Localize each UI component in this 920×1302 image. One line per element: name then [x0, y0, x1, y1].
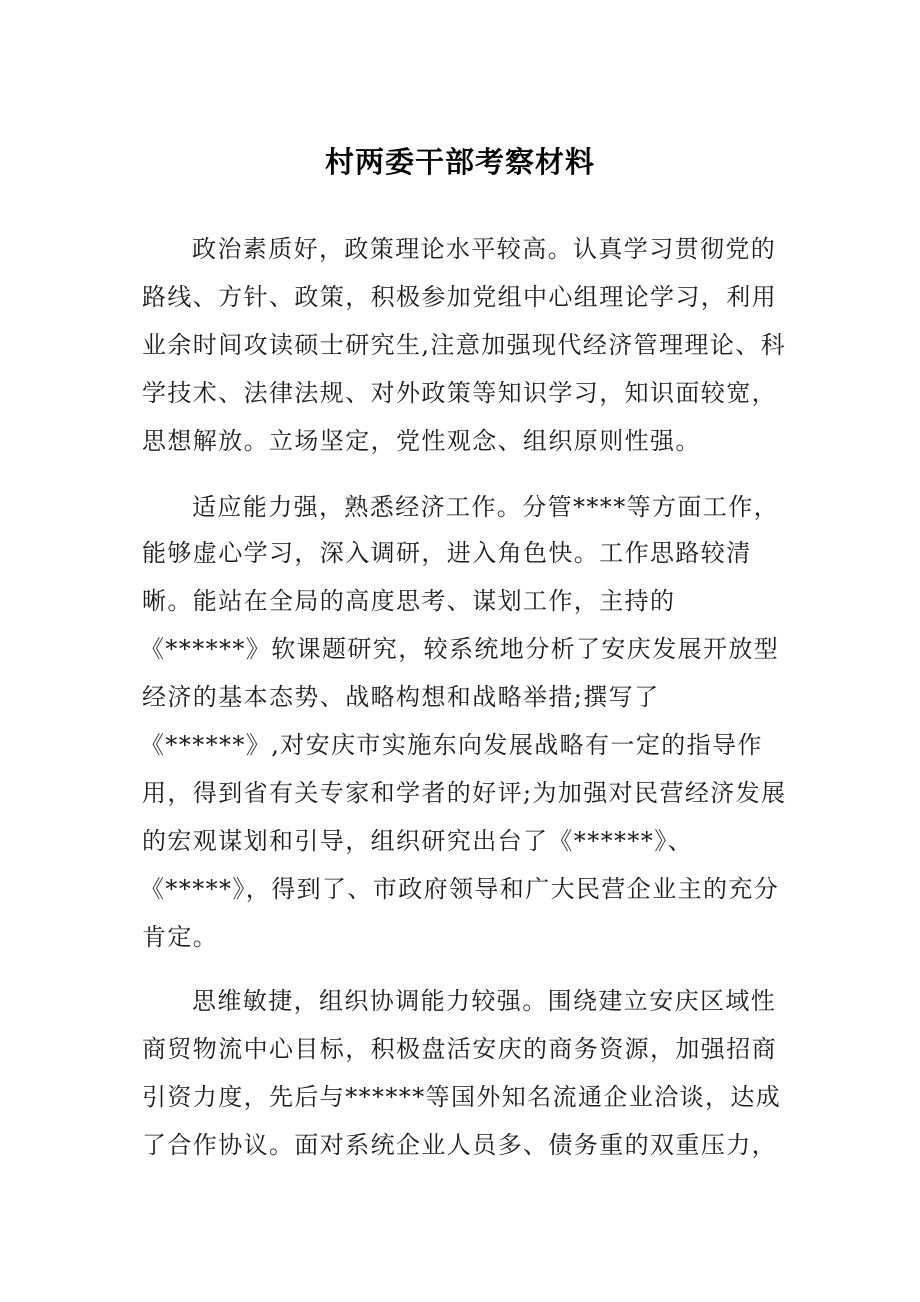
paragraph-line: 学技术、法律法规、对外政策等知识学习，知识面较宽，: [142, 379, 777, 407]
paragraph-line: 肯定。: [142, 923, 219, 951]
paragraph-line: 的宏观谋划和引导，组织研究出台了《******》、: [142, 827, 693, 855]
paragraph-line: 商贸物流中心目标，积极盘活安庆的商务资源，加强招商: [142, 1035, 777, 1063]
paragraph-line: 适应能力强，熟悉经济工作。分管****等方面工作，: [192, 493, 779, 521]
paragraph-line: 能够虚心学习，深入调研，进入角色快。工作思路较清: [142, 539, 752, 567]
document-title: 村两委干部考察材料: [324, 145, 595, 179]
paragraph-line: 引资力度，先后与******等国外知名流通企业洽谈，达成: [142, 1083, 782, 1111]
paragraph-line: 了合作协议。面对系统企业人员多、债务重的双重压力，: [142, 1131, 777, 1159]
paragraph-line: 思维敏捷，组织协调能力较强。围绕建立安庆区域性: [192, 987, 777, 1015]
paragraph-line: 业余时间攻读硕士研究生,注意加强现代经济管理理论、科: [142, 331, 787, 359]
paragraph-line: 晰。能站在全局的高度思考、谋划工作，主持的: [142, 587, 676, 615]
paragraph-line: 用，得到省有关专家和学者的好评;为加强对民营经济发展: [142, 779, 787, 807]
paragraph-line: 思想解放。立场坚定，党性观念、组织原则性强。: [142, 427, 701, 455]
paragraph-line: 路线、方针、政策，积极参加党组中心组理论学习，利用: [142, 283, 777, 311]
paragraph-line: 《******》软课题研究，较系统地分析了安庆发展开放型: [140, 635, 780, 663]
paragraph-line: 政治素质好，政策理论水平较高。认真学习贯彻党的: [192, 235, 777, 263]
paragraph-line: 经济的基本态势、战略构想和战略举措;撰写了: [142, 683, 660, 711]
paragraph-line: 《*****》，得到了、市政府领导和广大民营企业主的充分: [140, 875, 780, 903]
paragraph-line: 《******》,对安庆市实施东向发展战略有一定的指导作: [140, 731, 763, 759]
